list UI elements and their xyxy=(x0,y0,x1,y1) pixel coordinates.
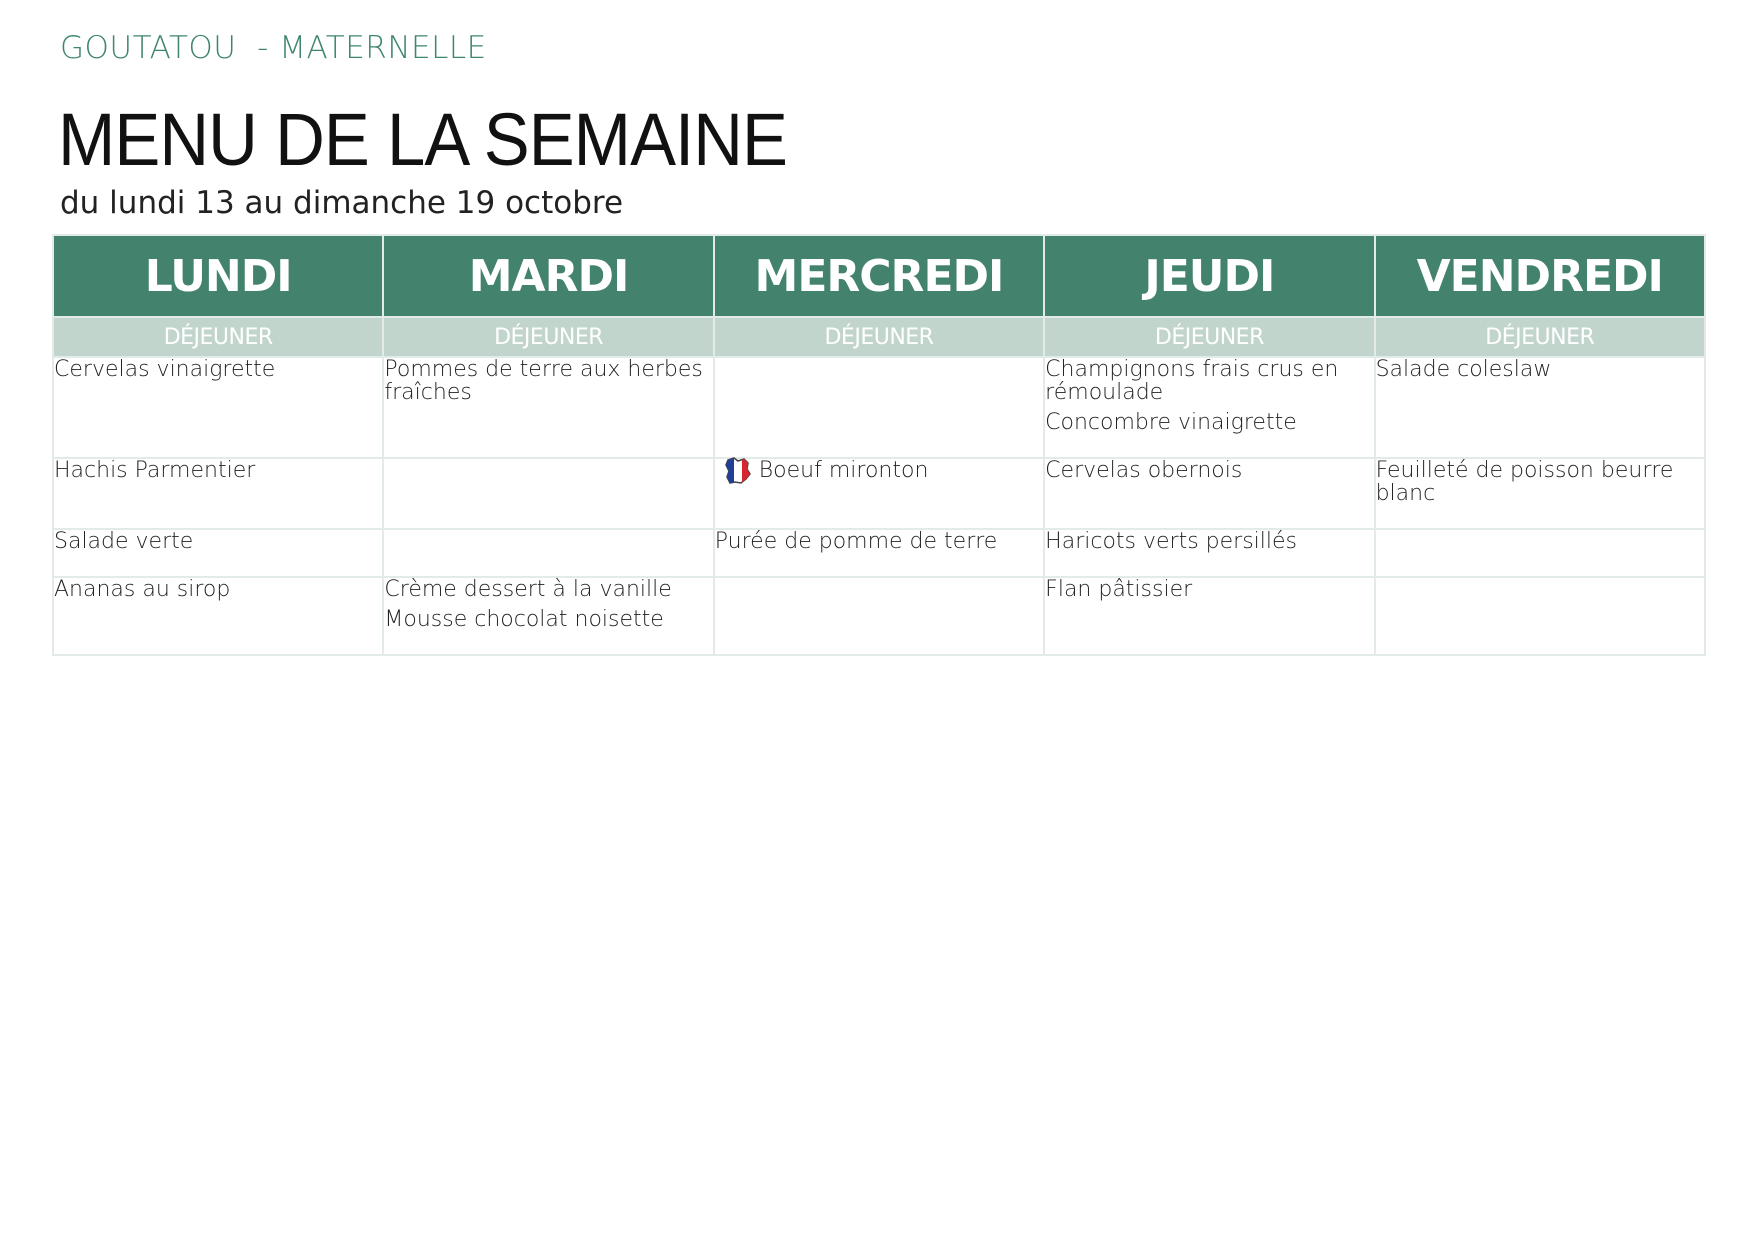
dish-item: Purée de pomme de terre xyxy=(714,529,998,554)
dish-item: Pommes de terre aux herbes fraîches xyxy=(384,357,703,405)
menu-cell xyxy=(1375,458,1705,529)
menu-cell xyxy=(383,529,713,577)
dish-item: Haricots verts persillés xyxy=(1045,529,1298,554)
menu-cell xyxy=(383,577,713,655)
day-header-mardi: MARDI xyxy=(383,235,713,317)
menu-cell xyxy=(1044,458,1374,529)
meal-header-row xyxy=(53,317,1705,357)
dish-item: Concombre vinaigrette xyxy=(1045,410,1297,435)
menu-cell xyxy=(714,458,1044,529)
menu-cell xyxy=(383,357,713,458)
day-header-row xyxy=(53,235,1705,317)
day-header-mercredi: MERCREDI xyxy=(714,235,1044,317)
meal-label-lundi: DÉJEUNER xyxy=(53,317,383,357)
meal-label-vendredi: DÉJEUNER xyxy=(1375,317,1705,357)
weekly-menu-table xyxy=(52,234,1706,656)
menu-cell xyxy=(1044,577,1374,655)
menu-cell xyxy=(1044,529,1374,577)
dish-item: Mousse chocolat noisette xyxy=(384,607,664,632)
meal-label-jeudi: DÉJEUNER xyxy=(1044,317,1374,357)
dish-item: Hachis Parmentier xyxy=(54,458,256,483)
menu-cell xyxy=(1044,357,1374,458)
menu-cell xyxy=(714,577,1044,655)
menu-row-starter xyxy=(53,357,1705,458)
meal-label-mardi: DÉJEUNER xyxy=(383,317,713,357)
menu-cell xyxy=(53,357,383,458)
dish-item: Flan pâtissier xyxy=(1045,577,1193,602)
dish-item: Boeuf mironton xyxy=(758,458,929,483)
menu-cell xyxy=(53,458,383,529)
menu-cell xyxy=(714,357,1044,458)
dish-item: Feuilleté de poisson beurre blanc xyxy=(1375,458,1674,506)
menu-cell xyxy=(1375,577,1705,655)
france-flag-icon xyxy=(725,457,751,485)
menu-cell xyxy=(714,529,1044,577)
menu-cell xyxy=(1375,529,1705,577)
day-header-jeudi: JEUDI xyxy=(1044,235,1374,317)
dish-item: Ananas au sirop xyxy=(54,577,231,602)
menu-cell xyxy=(53,529,383,577)
date-range: du lundi 13 au dimanche 19 octobre xyxy=(60,185,624,221)
menu-row-main xyxy=(53,458,1705,529)
menu-cell xyxy=(1375,357,1705,458)
brand-label: GOUTATOU - MATERNELLE xyxy=(60,30,487,66)
dish-item: Champignons frais crus en rémoulade xyxy=(1045,357,1339,405)
menu-cell xyxy=(53,577,383,655)
menu-row-dessert xyxy=(53,577,1705,655)
menu-cell xyxy=(383,458,713,529)
day-header-lundi: LUNDI xyxy=(53,235,383,317)
dish-item: Salade verte xyxy=(54,529,194,554)
dish-item: Cervelas vinaigrette xyxy=(54,357,276,382)
meal-label-mercredi: DÉJEUNER xyxy=(714,317,1044,357)
day-header-vendredi: VENDREDI xyxy=(1375,235,1705,317)
dish-item: Salade coleslaw xyxy=(1375,357,1552,382)
dish-item: Cervelas obernois xyxy=(1045,458,1243,483)
menu-row-side xyxy=(53,529,1705,577)
dish-item: Crème dessert à la vanille xyxy=(384,577,672,602)
dish-with-origin xyxy=(725,459,1043,489)
page-title: MENU DE LA SEMAINE xyxy=(58,98,787,181)
